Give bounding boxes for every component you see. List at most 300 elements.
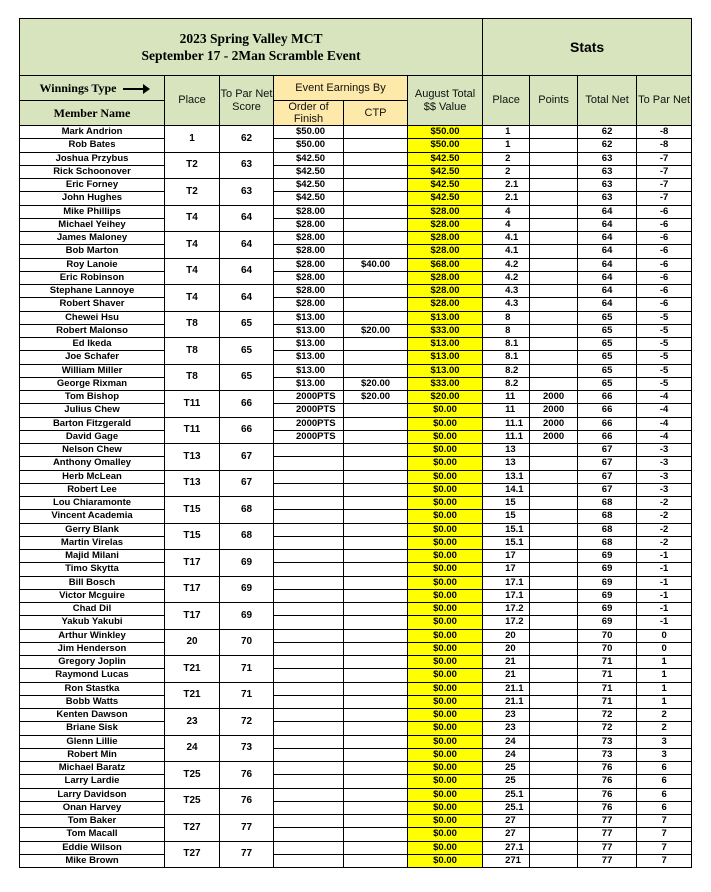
member-name: Vincent Academia [20, 510, 165, 523]
total-net-cell: 64 [578, 258, 637, 271]
august-total-cell: $13.00 [408, 338, 483, 351]
august-total-cell: $0.00 [408, 457, 483, 470]
ctp-cell [344, 510, 408, 523]
member-name: Nelson Chew [20, 444, 165, 457]
ctp-cell [344, 854, 408, 867]
table-row [20, 748, 692, 761]
table-row [20, 311, 692, 324]
stats-title: Stats [483, 19, 692, 76]
points-cell [530, 828, 578, 841]
to-par-net-cell: -3 [637, 470, 692, 483]
ctp-cell [344, 656, 408, 669]
points-cell: 2000 [530, 417, 578, 430]
august-total-cell: $0.00 [408, 417, 483, 430]
order-of-finish-cell [274, 735, 344, 748]
table-row [20, 391, 692, 404]
august-total-cell: $0.00 [408, 483, 483, 496]
total-net-cell: 64 [578, 271, 637, 284]
stats-place-cell: 24 [483, 748, 530, 761]
table-row [20, 563, 692, 576]
ctp-cell [344, 311, 408, 324]
member-name: Jim Henderson [20, 642, 165, 655]
to-par-net-cell: -1 [637, 616, 692, 629]
to-par-net-cell: 1 [637, 682, 692, 695]
points-cell [530, 351, 578, 364]
member-name: Bill Bosch [20, 576, 165, 589]
ctp-cell [344, 444, 408, 457]
group-score: 65 [220, 338, 274, 365]
member-name: Robert Malonso [20, 324, 165, 337]
to-par-net-cell: -8 [637, 139, 692, 152]
to-par-net-cell: 2 [637, 709, 692, 722]
total-net-cell: 71 [578, 682, 637, 695]
group-place: T21 [165, 682, 220, 709]
table-row [20, 165, 692, 178]
stats-place-cell: 17.2 [483, 616, 530, 629]
to-par-net-cell: -7 [637, 179, 692, 192]
stats-place-cell: 21.1 [483, 682, 530, 695]
points-cell [530, 232, 578, 245]
group-score: 76 [220, 762, 274, 789]
table-row [20, 497, 692, 510]
order-of-finish-cell: $50.00 [274, 139, 344, 152]
to-par-net-cell: 6 [637, 788, 692, 801]
points-header: Points [530, 76, 578, 126]
group-place: 24 [165, 735, 220, 762]
stats-place-cell: 17.1 [483, 576, 530, 589]
total-net-header: Total Net [578, 76, 637, 126]
group-place: T13 [165, 444, 220, 471]
ctp-cell [344, 457, 408, 470]
to-par-net-cell: 7 [637, 854, 692, 867]
to-par-net-cell: -5 [637, 324, 692, 337]
to-par-net-cell: -3 [637, 444, 692, 457]
ctp-cell: $40.00 [344, 258, 408, 271]
stats-place-cell: 1 [483, 126, 530, 139]
order-of-finish-cell [274, 563, 344, 576]
group-place: T17 [165, 576, 220, 603]
results-sheet [19, 18, 691, 868]
to-par-net-cell: 7 [637, 828, 692, 841]
total-net-cell: 71 [578, 669, 637, 682]
ctp-cell [344, 351, 408, 364]
ctp-cell [344, 245, 408, 258]
to-par-net-cell: -6 [637, 205, 692, 218]
table-row [20, 669, 692, 682]
ctp-cell [344, 364, 408, 377]
august-total-cell: $0.00 [408, 536, 483, 549]
member-name: Robert Shaver [20, 298, 165, 311]
order-of-finish-cell [274, 788, 344, 801]
points-cell [530, 205, 578, 218]
points-cell [530, 470, 578, 483]
member-name: Victor Mcguire [20, 589, 165, 602]
august-total-cell: $0.00 [408, 616, 483, 629]
stats-place-cell: 21 [483, 669, 530, 682]
august-total-cell: $0.00 [408, 828, 483, 841]
order-of-finish-cell [274, 722, 344, 735]
table-row [20, 629, 692, 642]
member-name: Stephane Lannoye [20, 285, 165, 298]
order-of-finish-cell: $42.50 [274, 179, 344, 192]
stats-place-cell: 25 [483, 762, 530, 775]
august-total-cell: $42.50 [408, 152, 483, 165]
stats-place-cell: 8 [483, 324, 530, 337]
stats-place-cell: 17 [483, 550, 530, 563]
order-of-finish-cell [274, 616, 344, 629]
group-place: T17 [165, 603, 220, 630]
ctp-cell [344, 165, 408, 178]
table-row [20, 801, 692, 814]
table-row [20, 152, 692, 165]
member-name: Larry Lardie [20, 775, 165, 788]
ctp-cell [344, 629, 408, 642]
member-name: Michael Baratz [20, 762, 165, 775]
member-name-header: Member Name [20, 101, 165, 126]
points-cell [530, 324, 578, 337]
table-row [20, 457, 692, 470]
to-par-net-cell: -2 [637, 497, 692, 510]
august-total-cell: $0.00 [408, 629, 483, 642]
group-score: 69 [220, 550, 274, 577]
august-total-cell: $13.00 [408, 311, 483, 324]
august-total-cell: $0.00 [408, 709, 483, 722]
august-total-cell: $0.00 [408, 576, 483, 589]
member-name: Chewei Hsu [20, 311, 165, 324]
total-net-cell: 77 [578, 828, 637, 841]
points-cell [530, 536, 578, 549]
group-place: 23 [165, 709, 220, 736]
order-of-finish-cell [274, 523, 344, 536]
order-of-finish-cell [274, 669, 344, 682]
total-net-cell: 68 [578, 497, 637, 510]
to-par-net-cell: -1 [637, 603, 692, 616]
august-total-cell: $42.50 [408, 192, 483, 205]
to-par-net-cell: -1 [637, 589, 692, 602]
total-net-cell: 77 [578, 815, 637, 828]
to-par-net-cell: 1 [637, 656, 692, 669]
event-title-line2: September 17 - 2Man Scramble Event [141, 48, 361, 63]
group-place: T11 [165, 417, 220, 444]
august-total-cell: $20.00 [408, 391, 483, 404]
august-total-cell: $42.50 [408, 165, 483, 178]
to-par-net-score-header: To Par Net Score [220, 76, 274, 126]
order-of-finish-cell [274, 603, 344, 616]
group-score: 73 [220, 735, 274, 762]
order-of-finish-cell: $13.00 [274, 377, 344, 390]
august-total-cell: $0.00 [408, 430, 483, 443]
points-cell [530, 748, 578, 761]
points-cell [530, 218, 578, 231]
total-net-cell: 76 [578, 775, 637, 788]
august-total-cell: $0.00 [408, 815, 483, 828]
group-place: T27 [165, 815, 220, 842]
total-net-cell: 62 [578, 139, 637, 152]
order-of-finish-cell: $28.00 [274, 298, 344, 311]
event-title [20, 19, 483, 76]
points-cell [530, 523, 578, 536]
total-net-cell: 69 [578, 563, 637, 576]
order-of-finish-cell [274, 841, 344, 854]
order-of-finish-cell [274, 497, 344, 510]
member-name: Julius Chew [20, 404, 165, 417]
ctp-cell [344, 563, 408, 576]
stats-place-cell: 11.1 [483, 430, 530, 443]
order-of-finish-cell: $13.00 [274, 324, 344, 337]
order-of-finish-cell [274, 642, 344, 655]
total-net-cell: 70 [578, 629, 637, 642]
table-row [20, 258, 692, 271]
total-net-cell: 62 [578, 126, 637, 139]
ctp-cell [344, 589, 408, 602]
order-of-finish-header: Order of Finish [274, 101, 344, 126]
ctp-cell [344, 205, 408, 218]
ctp-cell [344, 417, 408, 430]
points-cell [530, 576, 578, 589]
total-net-cell: 65 [578, 324, 637, 337]
table-row [20, 139, 692, 152]
group-score: 70 [220, 629, 274, 656]
points-cell [530, 603, 578, 616]
table-row [20, 205, 692, 218]
ctp-cell [344, 139, 408, 152]
stats-place-cell: 4.2 [483, 271, 530, 284]
group-score: 63 [220, 179, 274, 206]
total-net-cell: 72 [578, 709, 637, 722]
ctp-cell [344, 483, 408, 496]
member-name: Ron Stastka [20, 682, 165, 695]
points-cell [530, 669, 578, 682]
table-row [20, 523, 692, 536]
august-total-cell: $33.00 [408, 324, 483, 337]
points-cell [530, 735, 578, 748]
total-net-cell: 66 [578, 404, 637, 417]
member-name: William Miller [20, 364, 165, 377]
total-net-cell: 76 [578, 788, 637, 801]
stats-place-cell: 2.1 [483, 192, 530, 205]
ctp-cell [344, 669, 408, 682]
group-place: T25 [165, 762, 220, 789]
points-cell [530, 245, 578, 258]
group-place: T8 [165, 338, 220, 365]
order-of-finish-cell [274, 801, 344, 814]
to-par-net-cell: 6 [637, 775, 692, 788]
total-net-cell: 70 [578, 642, 637, 655]
points-cell [530, 192, 578, 205]
august-total-cell: $0.00 [408, 682, 483, 695]
to-par-net-cell: -7 [637, 165, 692, 178]
ctp-cell [344, 497, 408, 510]
table-row [20, 603, 692, 616]
order-of-finish-cell: 2000PTS [274, 404, 344, 417]
total-net-cell: 65 [578, 351, 637, 364]
total-net-cell: 76 [578, 801, 637, 814]
to-par-net-cell: 6 [637, 762, 692, 775]
results-rows [20, 126, 692, 868]
ctp-cell [344, 841, 408, 854]
august-total-cell: $0.00 [408, 603, 483, 616]
order-of-finish-cell: $50.00 [274, 126, 344, 139]
order-of-finish-cell [274, 656, 344, 669]
member-name: Kenten Dawson [20, 709, 165, 722]
to-par-net-cell: -6 [637, 245, 692, 258]
ctp-cell [344, 748, 408, 761]
stats-place-cell: 27.1 [483, 841, 530, 854]
august-total-cell: $0.00 [408, 722, 483, 735]
stats-place-cell: 13 [483, 457, 530, 470]
ctp-cell [344, 126, 408, 139]
points-cell [530, 815, 578, 828]
stats-place-cell: 8.2 [483, 364, 530, 377]
points-cell [530, 298, 578, 311]
august-total-cell: $28.00 [408, 298, 483, 311]
order-of-finish-cell: $28.00 [274, 232, 344, 245]
ctp-cell [344, 430, 408, 443]
results-table [19, 18, 692, 868]
group-place: T25 [165, 788, 220, 815]
table-row [20, 642, 692, 655]
ctp-cell [344, 576, 408, 589]
to-par-net-cell: -5 [637, 351, 692, 364]
to-par-net-cell: -5 [637, 338, 692, 351]
points-cell [530, 775, 578, 788]
group-place: T8 [165, 364, 220, 391]
order-of-finish-cell: $13.00 [274, 311, 344, 324]
points-cell [530, 563, 578, 576]
ctp-cell [344, 271, 408, 284]
table-row [20, 854, 692, 867]
total-net-cell: 68 [578, 523, 637, 536]
total-net-cell: 65 [578, 338, 637, 351]
member-name: Briane Sisk [20, 722, 165, 735]
august-total-header: August Total $$ Value [408, 76, 483, 126]
to-par-net-cell: 0 [637, 642, 692, 655]
august-total-cell: $28.00 [408, 218, 483, 231]
total-net-cell: 67 [578, 470, 637, 483]
group-score: 64 [220, 258, 274, 285]
points-cell [530, 285, 578, 298]
table-row [20, 417, 692, 430]
total-net-cell: 69 [578, 589, 637, 602]
total-net-cell: 64 [578, 245, 637, 258]
stats-place-cell: 24 [483, 735, 530, 748]
event-title-line1: 2023 Spring Valley MCT [179, 31, 323, 46]
to-par-net-cell: -8 [637, 126, 692, 139]
member-name: Anthony Omalley [20, 457, 165, 470]
to-par-net-cell: -6 [637, 271, 692, 284]
points-cell [530, 722, 578, 735]
points-cell [530, 550, 578, 563]
to-par-net-cell: 7 [637, 815, 692, 828]
august-total-cell: $0.00 [408, 497, 483, 510]
group-score: 77 [220, 841, 274, 868]
ctp-cell [344, 550, 408, 563]
ctp-cell [344, 536, 408, 549]
table-row [20, 616, 692, 629]
to-par-net-cell: -6 [637, 298, 692, 311]
ctp-cell [344, 523, 408, 536]
august-total-cell: $0.00 [408, 762, 483, 775]
stats-place-cell: 11 [483, 391, 530, 404]
ctp-cell [344, 815, 408, 828]
group-score: 69 [220, 603, 274, 630]
member-name: Tom Baker [20, 815, 165, 828]
member-name: Bobb Watts [20, 695, 165, 708]
order-of-finish-cell [274, 576, 344, 589]
member-name: Timo Skytta [20, 563, 165, 576]
total-net-cell: 67 [578, 457, 637, 470]
august-total-cell: $0.00 [408, 788, 483, 801]
to-par-net-cell: -2 [637, 536, 692, 549]
table-row [20, 351, 692, 364]
table-row [20, 271, 692, 284]
group-place: T4 [165, 205, 220, 232]
order-of-finish-cell: 2000PTS [274, 430, 344, 443]
table-row [20, 218, 692, 231]
points-cell: 2000 [530, 391, 578, 404]
table-row [20, 298, 692, 311]
order-of-finish-cell: $13.00 [274, 338, 344, 351]
member-name: Eric Forney [20, 179, 165, 192]
stats-place-cell: 8 [483, 311, 530, 324]
points-cell [530, 152, 578, 165]
total-net-cell: 72 [578, 722, 637, 735]
group-score: 71 [220, 682, 274, 709]
order-of-finish-cell [274, 470, 344, 483]
table-row [20, 576, 692, 589]
order-of-finish-cell: $42.50 [274, 165, 344, 178]
stats-place-cell: 15.1 [483, 523, 530, 536]
points-cell [530, 139, 578, 152]
points-cell [530, 801, 578, 814]
member-name: Tom Bishop [20, 391, 165, 404]
group-score: 65 [220, 311, 274, 338]
points-cell [530, 338, 578, 351]
table-row [20, 550, 692, 563]
stats-place-cell: 2 [483, 152, 530, 165]
order-of-finish-cell [274, 536, 344, 549]
group-score: 76 [220, 788, 274, 815]
member-name: George Rixman [20, 377, 165, 390]
order-of-finish-cell: $28.00 [274, 258, 344, 271]
august-total-cell: $28.00 [408, 245, 483, 258]
member-name: Roy Lanoie [20, 258, 165, 271]
stats-place-cell: 4 [483, 218, 530, 231]
stats-place-cell: 25 [483, 775, 530, 788]
total-net-cell: 76 [578, 762, 637, 775]
order-of-finish-cell [274, 682, 344, 695]
group-place: T15 [165, 523, 220, 550]
member-name: Tom Macall [20, 828, 165, 841]
stats-place-cell: 15 [483, 497, 530, 510]
table-row [20, 126, 692, 139]
ctp-cell [344, 179, 408, 192]
order-of-finish-cell [274, 629, 344, 642]
ctp-cell [344, 298, 408, 311]
group-score: 62 [220, 126, 274, 153]
place-header: Place [165, 76, 220, 126]
group-score: 69 [220, 576, 274, 603]
group-score: 66 [220, 391, 274, 418]
august-total-cell: $0.00 [408, 775, 483, 788]
points-cell [530, 497, 578, 510]
group-place: T21 [165, 656, 220, 683]
total-net-cell: 63 [578, 152, 637, 165]
stats-place-cell: 15 [483, 510, 530, 523]
table-row [20, 722, 692, 735]
table-row [20, 656, 692, 669]
member-name: John Hughes [20, 192, 165, 205]
